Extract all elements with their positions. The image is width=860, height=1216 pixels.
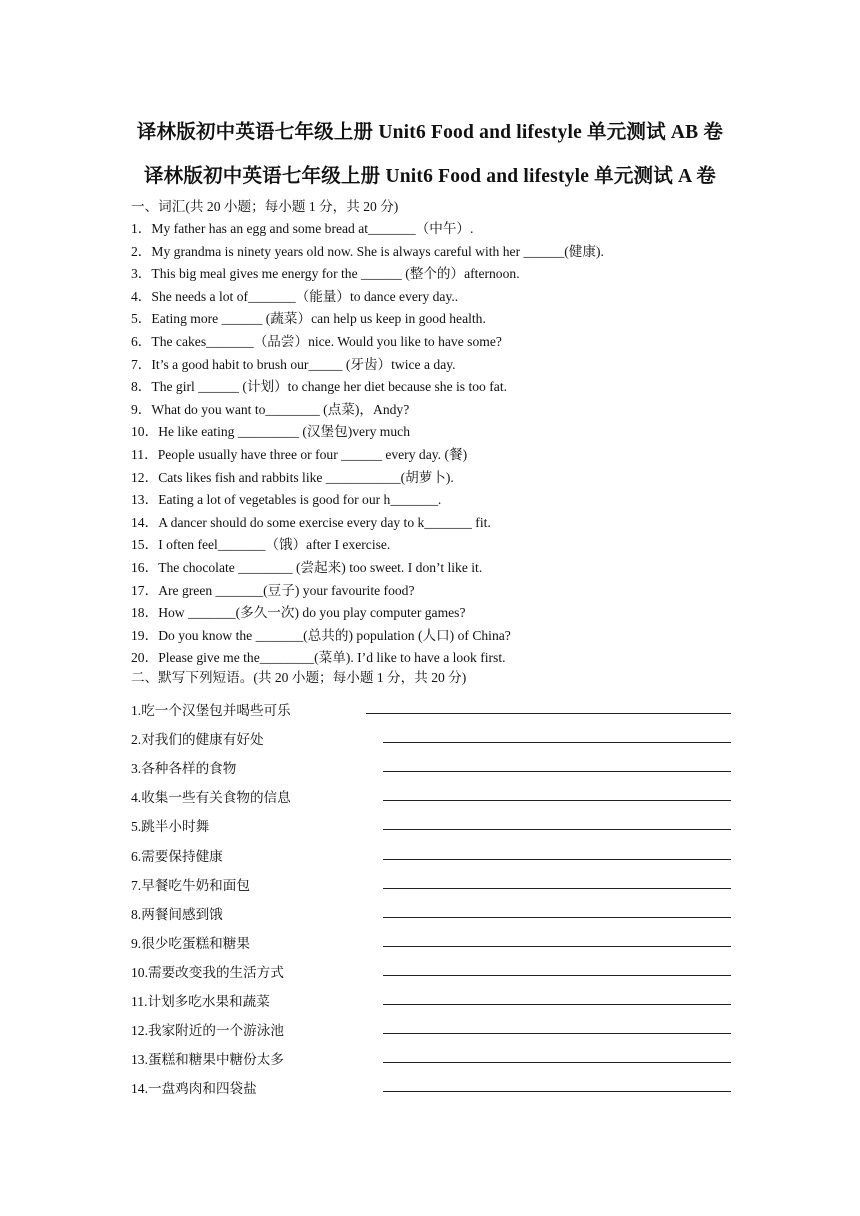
question-number: 7． — [131, 356, 152, 372]
vocabulary-question — [131, 582, 415, 600]
answer-line[interactable] — [383, 771, 731, 772]
vocabulary-question — [131, 243, 604, 261]
vocabulary-question — [131, 536, 390, 554]
phrase-prompt: 9.很少吃蛋糕和糖果 — [131, 935, 250, 951]
answer-line[interactable] — [383, 888, 731, 889]
question-number: 11． — [131, 447, 158, 462]
vocabulary-question — [131, 446, 467, 464]
section1-heading: 一、词汇(共 20 小题；每小题 1 分，共 20 分) — [131, 199, 399, 214]
phrase-prompt: 10.需要改变我的生活方式 — [131, 964, 284, 980]
answer-line[interactable] — [366, 713, 731, 714]
question-number: 1． — [131, 221, 152, 236]
question-text: Cats likes fish and rabbits like ___________(胡萝卜). — [158, 469, 454, 485]
vocabulary-question — [131, 514, 491, 532]
answer-line[interactable] — [383, 975, 731, 976]
question-text: Do you know the _______(总共的) population (人口) of China? — [158, 627, 511, 643]
question-number: 2． — [131, 243, 152, 259]
question-text: Eating more ______ (蔬菜）can help us keep in good health. — [151, 311, 486, 327]
vocabulary-question — [131, 220, 473, 238]
vocabulary-question — [131, 401, 409, 419]
question-text: People usually have three or four ______ every day. (餐) — [157, 447, 468, 462]
phrase-question — [131, 728, 731, 750]
question-number: 3． — [131, 266, 152, 282]
vocabulary-question — [131, 649, 506, 667]
phrase-question — [131, 903, 731, 925]
question-text: It’s a good habit to brush our_____ (牙齿）twice a day. — [151, 356, 456, 372]
question-number: 16． — [131, 560, 159, 575]
phrase-question — [131, 815, 731, 837]
question-number: 9． — [131, 401, 152, 417]
phrase-question — [131, 932, 731, 954]
phrase-question — [131, 845, 731, 867]
phrase-question — [131, 1019, 731, 1041]
vocabulary-question — [131, 627, 511, 645]
phrase-prompt: 7.早餐吃牛奶和面包 — [131, 877, 250, 893]
question-number: 17． — [131, 582, 159, 598]
vocabulary-question — [131, 559, 482, 577]
vocabulary-question — [131, 604, 466, 622]
phrase-prompt: 13.蛋糕和糖果中糖份太多 — [131, 1052, 284, 1068]
question-number: 6． — [131, 334, 152, 349]
question-number: 20． — [131, 650, 159, 666]
phrase-question — [131, 1048, 731, 1070]
question-text: Please give me the________(菜单). I’d like to have a look first. — [158, 650, 506, 666]
question-number: 15． — [131, 537, 159, 553]
phrase-prompt: 12.我家附近的一个游泳池 — [131, 1023, 284, 1039]
question-text: How _______(多久一次) do you play computer games? — [158, 605, 466, 621]
vocabulary-question — [131, 469, 454, 487]
question-number: 18． — [131, 605, 159, 621]
vocabulary-question — [131, 288, 458, 306]
answer-line[interactable] — [383, 946, 731, 947]
phrase-question — [131, 757, 731, 779]
vocabulary-question — [131, 423, 410, 441]
phrase-question — [131, 874, 731, 896]
question-number: 5． — [131, 311, 152, 327]
question-number: 12． — [131, 469, 159, 485]
phrase-prompt: 8.两餐间感到饿 — [131, 906, 223, 922]
document-subtitle: 译林版初中英语七年级上册 Unit6 Food and lifestyle 单元测试 A 卷 — [143, 166, 716, 187]
question-text: He like eating _________ (汉堡包)very much — [158, 424, 410, 440]
phrase-question — [131, 1077, 731, 1099]
phrase-prompt: 4.收集一些有关食物的信息 — [131, 790, 291, 806]
question-text: The girl ______ (计划）to change her diet because she is too fat. — [151, 379, 507, 395]
question-text: I often feel_______（饿）after I exercise. — [158, 537, 391, 553]
question-text: What do you want to________ (点菜)，Andy? — [151, 401, 410, 417]
question-text: Eating a lot of vegetables is good for our h_______. — [158, 492, 442, 508]
phrase-question — [131, 786, 731, 808]
phrase-question — [131, 961, 731, 983]
phrase-prompt: 11.计划多吃水果和蔬菜 — [131, 994, 270, 1009]
vocabulary-question — [131, 491, 441, 509]
answer-line[interactable] — [383, 1062, 731, 1063]
document-title: 译林版初中英语七年级上册 Unit6 Food and lifestyle 单元测试 AB 卷 — [136, 122, 724, 143]
vocabulary-question — [131, 378, 507, 396]
question-text: She needs a lot of_______（能量）to dance every day.. — [151, 288, 459, 304]
answer-line[interactable] — [383, 1091, 731, 1092]
vocabulary-question — [131, 356, 456, 374]
answer-line[interactable] — [383, 917, 731, 918]
question-text: A dancer should do some exercise every day to k_______ fit. — [158, 514, 491, 530]
question-text: This big meal gives me energy for the ______ (整个的）afternoon. — [151, 266, 520, 282]
section2-heading: 二、默写下列短语。(共 20 小题；每小题 1 分，共 20 分) — [131, 670, 467, 685]
answer-line[interactable] — [383, 1004, 731, 1005]
question-number: 13． — [131, 492, 159, 508]
question-text: My father has an egg and some bread at_______（中午）. — [151, 221, 474, 236]
phrase-prompt: 3.各种各样的食物 — [131, 761, 237, 777]
phrase-prompt: 2.对我们的健康有好处 — [131, 732, 264, 748]
question-text: Are green _______(豆子) your favourite food? — [158, 582, 415, 598]
answer-line[interactable] — [383, 859, 731, 860]
phrase-prompt: 14.一盘鸡肉和四袋盐 — [131, 1081, 257, 1097]
question-number: 8． — [131, 379, 152, 395]
answer-line[interactable] — [383, 1033, 731, 1034]
phrase-prompt: 1.吃一个汉堡包并喝些可乐 — [131, 703, 291, 718]
vocabulary-question — [131, 310, 486, 328]
phrase-prompt: 6.需要保持健康 — [131, 848, 223, 864]
vocabulary-question — [131, 333, 502, 351]
question-text: The cakes_______（品尝）nice. Would you like to have some? — [151, 334, 502, 349]
phrase-question — [131, 990, 731, 1012]
answer-line[interactable] — [383, 829, 731, 830]
question-number: 14． — [131, 514, 159, 530]
answer-line[interactable] — [383, 800, 731, 801]
question-text: My grandma is ninety years old now. She is always careful with her ______(健康). — [151, 243, 604, 259]
vocabulary-question — [131, 265, 520, 283]
answer-line[interactable] — [383, 742, 731, 743]
question-number: 4． — [131, 288, 152, 304]
question-number: 10． — [131, 424, 159, 440]
phrase-prompt: 5.跳半小时舞 — [131, 819, 210, 835]
question-text: The chocolate ________ (尝起来) too sweet. I don’t like it. — [158, 560, 483, 575]
phrase-question — [131, 699, 731, 721]
question-number: 19． — [131, 627, 159, 643]
